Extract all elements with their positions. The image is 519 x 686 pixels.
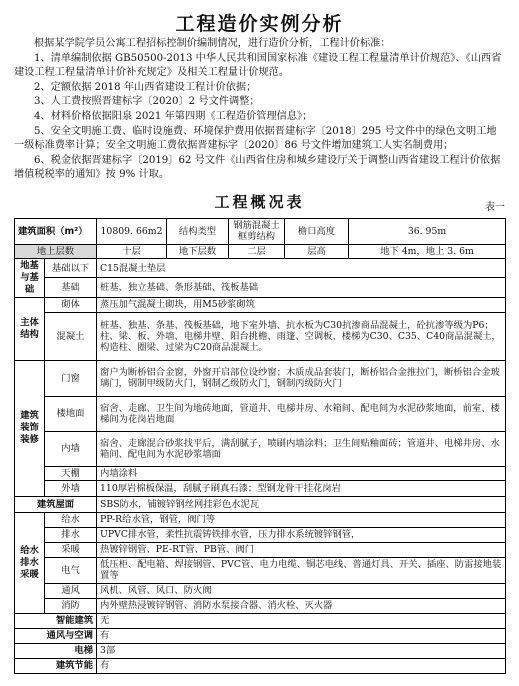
eave-label: 檐口高度 [285,218,349,244]
table-row [15,613,506,628]
row-label: 通风 [45,583,97,598]
hvac-label: 通风与空调 [15,628,97,643]
row-value: 宿舍、走廊混合砂浆找平后，满刮腻子，喷刷内墙涂料；卫生间贴釉面砖；管道井、电梯井房、水箱间、配电间为水泥砂浆墙面 [97,431,506,466]
row-value: 风机、风管、风口、防火阀 [97,583,506,598]
table-row [15,496,506,512]
mep-group-label: 给水排水采暖 [15,512,45,613]
above-floors-value: 十层 [97,244,167,258]
table-row [15,466,506,480]
row-value: UPVC排水管，柔性抗震铸铁排水管，压力排水系统镀锌钢管， [97,527,506,542]
table-row [15,598,506,613]
roof-value: SBS防水，铺镀锌钢丝网挂彩色水泥瓦 [97,496,506,512]
elevator-label: 电梯 [15,643,97,658]
table-row [15,278,506,298]
page-title: 工程造价实例分析 [175,13,344,35]
smart-building-value: 无 [97,613,506,628]
table-row [15,643,506,658]
table-header [14,184,505,218]
row-label: 消防 [45,598,97,613]
below-floors-value: 二层 [229,244,285,258]
row-value: 内墙涂料 [97,466,506,480]
row-label: 给水 [45,512,97,527]
table-row [15,480,506,496]
table-row [15,244,506,258]
table-row [15,312,506,360]
structure-label: 结构类型 [167,218,229,244]
smart-building-label: 智能建筑 [15,613,97,628]
row-label: 排水 [45,527,97,542]
row-value: 桩基、独基、条基、筏板基础，地下室外墙、抗水板为C30抗渗商品混凝土，砼抗渗等级为P6；柱、梁、板、外墙、电梯井壁、阳台挑檐、雨篷、空调板、楼梯为C30、C35、C40商品混凝土，构造柱、圈梁、过梁为C20商品混凝土。 [97,312,506,360]
project-overview-table [14,218,506,674]
table-row [15,258,506,278]
row-value: 110厚岩棉板保温，刮腻子刷真石漆；型钢龙骨干挂花岗岩 [97,480,506,496]
table-row [15,297,506,312]
intro-paragraph: 3、人工费按照晋建标字〔2020〕2 号文件调整； [34,96,260,108]
decoration-group-label: 建筑装饰装修 [15,360,45,496]
area-value: 10809. 66m2 [97,218,167,244]
table-row [15,542,506,557]
below-floors-label: 地下层数 [167,244,229,258]
table-number: 表一 [485,201,505,213]
energy-saving-value: 有 [97,658,506,673]
table-row [15,512,506,527]
table-row [15,583,506,598]
table-row [15,658,506,673]
table-row [15,396,506,431]
floor-height-label: 层高 [285,244,349,258]
row-value: 桩基、独立基础、条形基础、筏板基础 [97,278,506,298]
intro-paragraph: 根据某学院学员公寓工程招标控制价编制情况，进行造价分析，工程计价标准： [34,38,391,49]
row-label: 楼地面 [45,396,97,431]
area-label: 建筑面积（m²） [15,218,97,244]
table-row [15,628,506,643]
table-row [15,218,506,244]
row-label: 门窗 [45,360,97,396]
table-row [15,527,506,542]
row-label: 基础以下 [45,258,97,278]
row-value: 窗户为断桥铝合金窗，外窗开启部位设纱窗；木质成品套装门，断桥铝合金推拉门，断桥铝合金玻璃门，钢制甲级防火门，钢制乙级防火门，钢制丙级防火门 [97,360,506,396]
table-row [15,431,506,466]
roof-label: 建筑屋面 [15,496,97,512]
row-label: 基础 [45,278,97,298]
elevator-value: 3部 [97,643,506,658]
intro-paragraph: 2、定额依据 2018 年山西省建设工程计价依据； [34,81,257,93]
floor-height-value: 地下 4m，地上 3. 6m [349,244,506,258]
row-value: 热镀锌钢管、PE-RT管、PB管、阀门 [97,542,506,557]
row-label: 内墙 [45,431,97,466]
structure-value: 钢筋混凝土框剪结构 [229,218,285,244]
table-row [15,360,506,396]
structure-group-label: 主体结构 [15,297,45,360]
intro-paragraph: 1、清单编制依据 GB50500-2013 中华人民共和国国家标准《建设工程工程量清单计价规范》、《山西省建设工程工程量清单计价补充规定》及相关工程量计价规范。 [14,52,502,79]
row-label: 砌体 [45,297,97,312]
intro-paragraph: 4、材料价格依据阳泉 2021 年第四期《工程造价管理信息》； [34,110,313,122]
intro-paragraph: 5、安全文明施工费、临时设施费、环境保护费用依据晋建标字〔2018〕295 号文件中的绿色文明工地一级标准费率计算；安全文明施工费依据晋建标字〔2020〕86 号文件增加建筑工人实名制费用； [14,125,497,152]
hvac-value: 有 [97,628,506,643]
eave-value: 36. 95m [349,218,506,244]
row-value: 内外壁热浸镀锌钢管、消防水泵接合器、消火栓、灭火器 [97,598,506,613]
row-value: 宿舍、走廊、卫生间为地砖地面，管道井、电梯井房、水箱间、配电间为水泥砂浆地面，前室、楼梯间为花岗岩地面 [97,396,506,431]
row-label: 混凝土 [45,312,97,360]
row-label: 电气 [45,557,97,583]
row-value: 蒸压加气混凝土砌块，用M5砂浆砌筑 [97,297,506,312]
row-value: C15混凝土垫层 [97,258,506,278]
row-value: 低压柜、配电箱、焊接钢管、PVC管、电力电缆、铜芯电线、普通灯具、开关、插座、防雷接地装置等 [97,557,506,583]
foundation-group-label: 地基与基础 [15,258,45,297]
row-label: 天棚 [45,466,97,480]
row-label: 外墙 [45,480,97,496]
table-title: 工程概况表 [214,192,305,211]
intro-paragraph: 6、税金依据晋建标字〔2019〕62 号文件《山西省住房和城乡建设厅关于调整山西省建设工程计价依据增值税税率的通知》按 9% 计取。 [14,154,501,181]
above-floors-label: 地上层数 [15,244,97,258]
energy-saving-label: 建筑节能 [15,658,97,673]
intro-text [14,37,505,183]
row-value: PP-R给水管，钢管，阀门等 [97,512,506,527]
row-label: 采暖 [45,542,97,557]
table-row [15,557,506,583]
